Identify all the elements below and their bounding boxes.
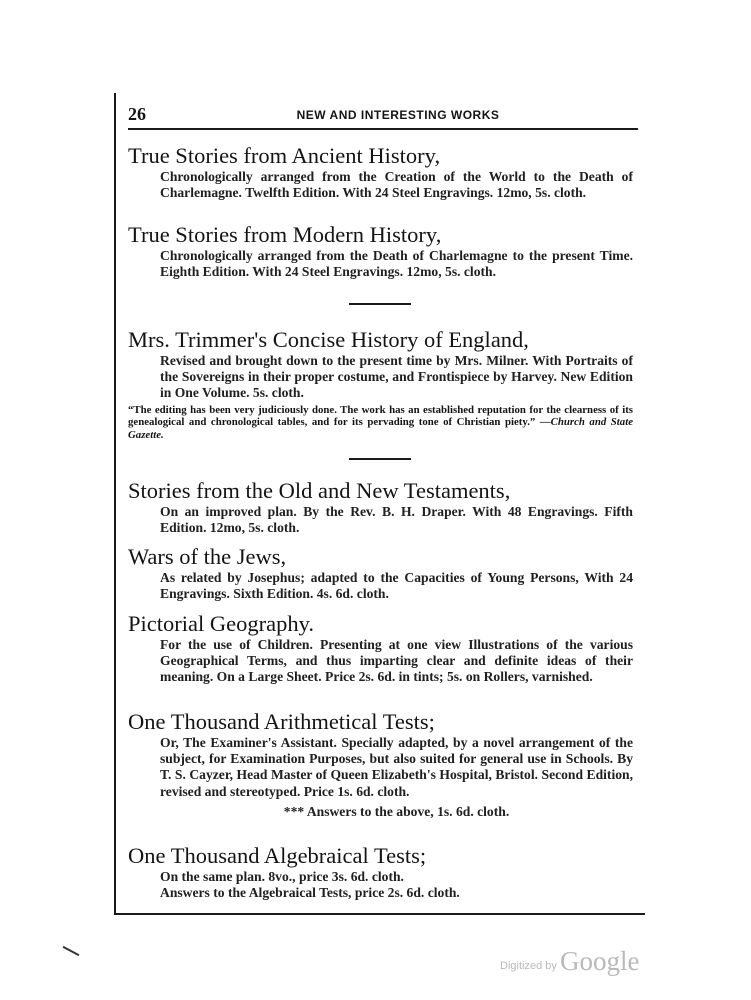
entry-title: Pictorial Geography. xyxy=(128,611,314,636)
entry-title: One Thousand Algebraical Tests; xyxy=(128,843,427,868)
entry-title: Stories from the Old and New Testaments, xyxy=(128,478,511,503)
entry-algebraical-tests xyxy=(128,843,633,901)
entry-line: For the use of Children. Presenting at one view Illustrations of the various Geographical Terms, and thus imparting clear and definite ideas of their meaning. On a Large Sheet. Price 2s. 6d. in tints; 5s. on Rollers, varnished. xyxy=(160,637,633,685)
watermark-prefix: Digitized by xyxy=(500,960,557,972)
entry-old-new-testaments xyxy=(128,478,633,536)
entry-line: Or, The Examiner's Assistant. Specially adapted, by a novel arrangement of the subject, for Examination Purposes, but also suited for general use in Schools. By T. S. Cayzer, Head Master of Queen Elizabeth's Hospital, Bristol. Second Edition, revised and stereotyped. Price 1s. 6d. cloth. xyxy=(160,735,633,799)
page-header xyxy=(128,104,638,126)
section-divider xyxy=(349,458,411,460)
entry-trimmer-england xyxy=(128,327,633,441)
entry-title: Wars of the Jews, xyxy=(128,544,287,569)
header-rule xyxy=(128,128,638,130)
entry-description xyxy=(128,248,633,280)
entry-line: Chronologically arranged from the Creation of the World to the Death of Charlemagne. Twelfth Edition. With 24 Steel Engravings. 12mo, 5s. cloth. xyxy=(160,169,633,201)
entry-title: True Stories from Modern History, xyxy=(128,222,442,247)
google-watermark xyxy=(500,946,660,976)
running-head: NEW AND INTERESTING WORKS xyxy=(296,108,500,122)
entry-line: Answers to the Algebraical Tests, price 2s. 6d. cloth. xyxy=(160,885,460,901)
answers-note: *** Answers to the above, 1s. 6d. cloth. xyxy=(283,803,510,819)
entry-description xyxy=(128,353,633,402)
entry-description xyxy=(128,735,633,820)
section-divider xyxy=(349,303,411,305)
entry-line: On the same plan. 8vo., price 3s. 6d. cloth. xyxy=(160,869,404,884)
entry-line: Revised and brought down to the present time by Mrs. Milner. With Portraits of the Sovereigns in their proper costume, and Frontispiece by Harvey. New Edition in One Volume. 5s. cloth. xyxy=(160,353,633,401)
entry-title: True Stories from Ancient History, xyxy=(128,143,441,168)
entry-title: Mrs. Trimmer's Concise History of England, xyxy=(128,327,529,352)
entry-ancient-history xyxy=(128,143,633,201)
entry-modern-history xyxy=(128,222,633,280)
page-number: 26 xyxy=(128,104,146,124)
entry-description xyxy=(128,570,633,602)
entry-line: Chronologically arranged from the Death of Charlemagne to the present Time. Eighth Edition. With 24 Steel Engravings. 12mo, 5s. cloth. xyxy=(160,248,633,280)
quote-source: —Church and State Gazette. xyxy=(128,416,633,441)
google-logo: Google xyxy=(560,946,640,976)
review-quote xyxy=(128,404,633,442)
entry-description xyxy=(128,637,633,686)
entry-line: On an improved plan. By the Rev. B. H. Draper. With 48 Engravings. Fifth Edition. 12mo, 5s. cloth. xyxy=(160,504,633,536)
entry-wars-of-jews xyxy=(128,544,633,602)
entry-description xyxy=(128,504,633,536)
entry-line: As related by Josephus; adapted to the Capacities of Young Persons, With 24 Engravings. Sixth Edition. 4s. 6d. cloth. xyxy=(160,570,633,602)
entry-description xyxy=(128,169,633,201)
quote-text: “The editing has been very judiciously done. The work has an established reputation for the clearness of its genealogical and chronological tables, and for its pervading tone of Christian piety.” xyxy=(128,403,633,429)
entry-arithmetical-tests xyxy=(128,709,633,820)
stray-ink-mark xyxy=(63,946,80,956)
entry-pictorial-geography xyxy=(128,611,633,686)
entry-title: One Thousand Arithmetical Tests; xyxy=(128,709,435,734)
entry-description xyxy=(128,869,633,901)
